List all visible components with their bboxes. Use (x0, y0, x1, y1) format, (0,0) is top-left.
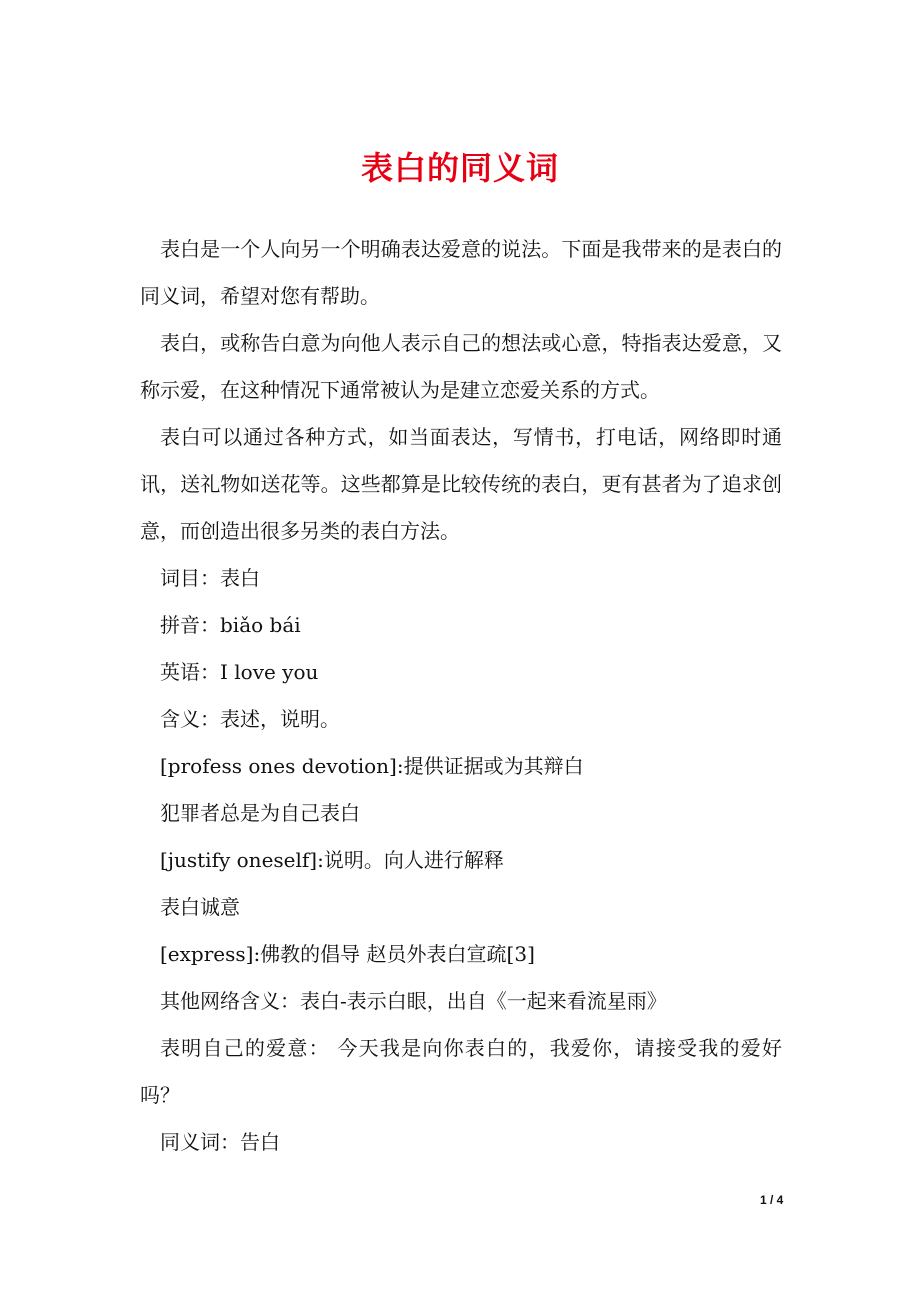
entry-synonym: 同义词：告白 (160, 1130, 280, 1154)
entry-internet-meaning: 其他网络含义：表白-表示白眼，出自《一起来看流星雨》 (160, 989, 667, 1013)
entry-sense-justify: [justify oneself]:说明。向人进行解释 (160, 848, 504, 872)
paragraph-methods: 表白可以通过各种方式，如当面表达，写情书，打电话，网络即时通讯，送礼物如送花等。这些都算是比较传统的表白，更有甚者为了追求创意，而创造出很多另类的表白方法。 (140, 425, 782, 543)
document-title: 表白的同义词 (360, 149, 559, 187)
page-number: 1 / 4 (760, 1193, 784, 1207)
entry-example-2: 表白诚意 (160, 895, 240, 919)
document-body (140, 226, 782, 1166)
entry-pinyin: 拼音：biǎo bái (160, 613, 301, 637)
paragraph-intro: 表白是一个人向另一个明确表达爱意的说法。下面是我带来的是表白的同义词，希望对您有帮助。 (140, 237, 782, 308)
paragraph-confession: 表明自己的爱意： 今天我是向你表白的，我爱你，请接受我的爱好吗？ (140, 1036, 782, 1107)
paragraph-definition: 表白，或称告白意为向他人表示自己的想法或心意，特指表达爱意，又称示爱，在这种情况下通常被认为是建立恋爱关系的方式。 (140, 331, 782, 402)
entry-example-1: 犯罪者总是为自己表白 (160, 801, 360, 825)
entry-english: 英语：I love you (160, 660, 319, 684)
entry-meaning: 含义：表述，说明。 (160, 707, 340, 731)
entry-sense-profess: [profess ones devotion]:提供证据或为其辩白 (160, 754, 584, 778)
entry-term: 词目：表白 (160, 566, 260, 590)
entry-sense-express: [express]:佛教的倡导 赵员外表白宣疏[3] (160, 942, 535, 966)
